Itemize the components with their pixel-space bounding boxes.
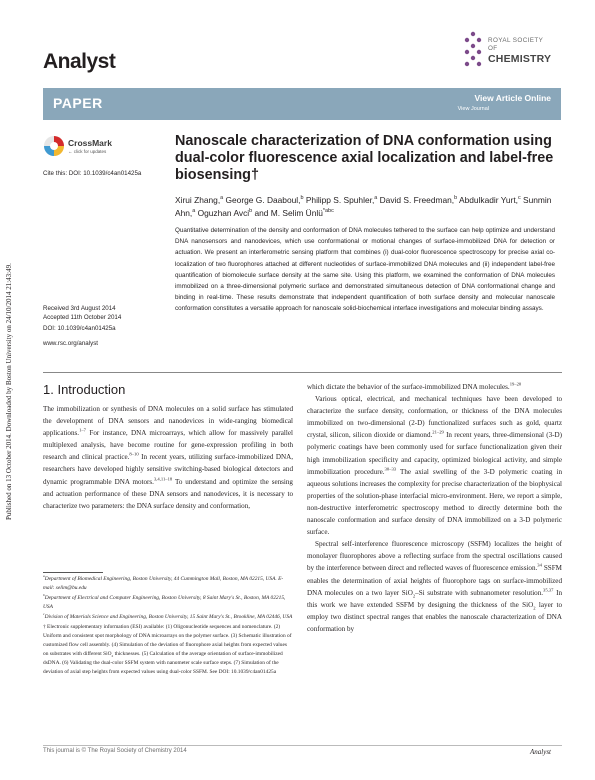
body-column-left: [43, 403, 293, 512]
received-date: Received 3rd August 2014: [43, 305, 116, 312]
abstract: Quantitative determination of the density and conformation of DNA molecules tethered to the surface can help optimize and understand DNA nanosensors and nanodevices, which use conformational or motional changes of surface-immobilized DNA for detection or actuation. We present an interferometric sensing platform that combines (i) dual-color fluorescence spectroscopy for precise axial co-localization of two fluorophores attached at different nucleotides of surface-immobilized DNA molecules and (ii) independent label-free quantification of biomolecule surface density at the same site. Using this platform, we examined the conformation of DNA molecules immobilized on a three-dimensional polymeric surface and demonstrated simultaneous detection of DNA conformational change and binding in real-time. These results demonstrate that independent quantification of both surface density and molecular nanoscale conformation constitutes a versatile approach for nanoscale solid-biochemical interface investigations and molecular binding assays.: [175, 227, 555, 313]
paragraph: The immobilization or synthesis of DNA molecules on a solid surface has stimulated the development of DNA sensors and nanodevices in wide-ranging biomedical applications.$^{1-7}$ For instance, DNA microarrays, which allow for massively parallel multiplexed analysis, have become routine for gene-expression profiling in both research and clinical practice.$^{8-10}$ In recent years, utilizing surface-immobilized DNA, researchers have developed highly sensitive switching-based biological detectors and dynamic programmable DNA motors.$^{3,4,11-18}$ To understand and optimize the sensing and actuation performance of these DNA sensors and nanodevices, it is necessary to characterize two parameters: the DNA surface density and conformation,: [43, 405, 293, 510]
affiliation-footnote: $^b$Department of Electrical and Computer Engineering, Boston University, 8 Saint Mary's St., Boston, MA 02215, USA: [43, 593, 286, 610]
article-type-label: PAPER: [53, 95, 103, 111]
section-heading: 1. Introduction: [43, 382, 126, 397]
view-article-online-link[interactable]: View Article Online: [474, 93, 551, 103]
view-journal-link[interactable]: View Journal: [457, 106, 489, 112]
journal-footer: Analyst: [530, 748, 551, 756]
paragraph: which dictate the behavior of the surface-immobilized DNA molecules.$^{19-20}$: [307, 381, 522, 391]
crossmark-subtitle: ← click for updates: [68, 149, 107, 154]
article-title: Nanoscale characterization of DNA conformation using dual-color fluorescence axial localization and label-free biosensing†: [175, 133, 554, 183]
body-column-right: [307, 381, 562, 635]
crossmark-badge[interactable]: [43, 135, 123, 161]
paragraph: Various optical, electrical, and mechanical techniques have been developed to characterize the surface density, conformation, or thickness of the DNA molecules immobilized on two-dimensional (2-D) functionalized surfaces such as gold, quartz crystal, silicon, silicon dioxide or diamond.$^{21-29}$ In recent years, three-dimensional (3-D) polymeric coatings have been commonly used for surface functionalization given their high immobilization specificity and capacity, optimized biological activity, and simple immobilization procedure.$^{30-33}$ The axial swelling of the 3-D polymeric coating in aqueous solutions increases the complexity for precise characterization of the biophysical properties of the solution-phase interfacial micro-environment. Here, we report a simple, non-destructive interferometric spectroscopy method to directly determine both the nanoscale conformation and surface density of DNA immobilized on a 3-D polymeric surface.: [307, 395, 563, 537]
crossmark-title: CrossMark: [68, 138, 112, 148]
cite-this-doi: Cite this: DOI: 10.1039/c4an01425a: [43, 170, 142, 177]
received-dates: [43, 304, 121, 322]
copyright-footer: This journal is © The Royal Society of Chemistry 2014: [43, 748, 187, 754]
paper-header-bar: [43, 88, 561, 120]
rsc-line1: ROYAL SOCIETY: [488, 37, 544, 44]
esi-footnote: † Electronic supplementary information (ESI) available: (1) Oligonucleotide sequences and nomenclature. (2) Uniform and consistent spot morphology of DNA microarrays on the polymer surface. (3) Schematic illustration of customized flow cell assembly. (4) Simulation of the deviation of fluorophore axial heights from expected values on substrates with different SiO$_2$ thicknesses. (5) Calculation of the average orientation of surface-immobilized dsDNA. (6) Validating the dual-color SSFM system with nanometer scale surface steps. (7) Simulation of the deviation of axial step heights from expected values using dual-color SSFM. See DOI: 10.1039/c4an01425a: [43, 624, 292, 675]
crossmark-icon: [43, 135, 65, 157]
affiliation-footnote: $^a$Department of Biomedical Engineering, Boston University, 44 Cummington Mall, Boston, MA 02215, USA. E-mail: selim@bu.edu: [43, 574, 284, 591]
doi-link[interactable]: DOI: 10.1039/c4an01425a: [43, 325, 116, 332]
rsc-line3: CHEMISTRY: [488, 53, 552, 65]
footer-rule: [43, 745, 562, 746]
rsc-line2: OF: [488, 45, 498, 52]
publication-download-stamp: Published on 13 October 2014. Downloaded by Boston University on 24/10/2014 21:43:49.: [5, 263, 13, 520]
author-list: Xirui Zhang,$^a$ George G. Daaboul,$^b$ Philipp S. Spuhler,$^a$ David S. Freedman,$^b$ Abdulkadir Yurt,$^c$ Sunmin Ahn,$^a$ Oguzhan Avci$^b$ and M. Selim Ünlü$^{*abc}$: [175, 195, 552, 218]
section-divider: [43, 372, 562, 373]
footnotes: [43, 575, 293, 678]
rsc-emblem-icon: [462, 30, 484, 70]
accepted-date: Accepted 11th October 2014: [43, 314, 122, 321]
rsc-logo[interactable]: [462, 28, 562, 74]
paragraph: Spectral self-interference fluorescence microscopy (SSFM) localizes the height of monolayer fluorophores above a reflecting surface from the spectral oscillations caused by the interference between direct and reflected waves of fluorescence emission.$^{34}$ SSFM enables the determination of axial heights of fluorophore tags on surface-immobilized DNA molecules on a two layer SiO$_2$–Si substrate with subnanometer resolution.$^{35,37}$ In this work we have extended SSFM by designing the thickness of the SiO$_2$ layer to employ two distinct spectral ranges that enables the nanoscale characterization of DNA conformation by: [307, 540, 562, 633]
footnote-rule: [43, 572, 103, 573]
affiliation-footnote: $^c$Division of Materials Science and Engineering, Boston University, 15 Saint Mary's St., Brookline, MA 02446, USA: [43, 612, 293, 620]
journal-name[interactable]: Analyst: [43, 50, 116, 73]
journal-url-link[interactable]: www.rsc.org/analyst: [43, 340, 99, 347]
